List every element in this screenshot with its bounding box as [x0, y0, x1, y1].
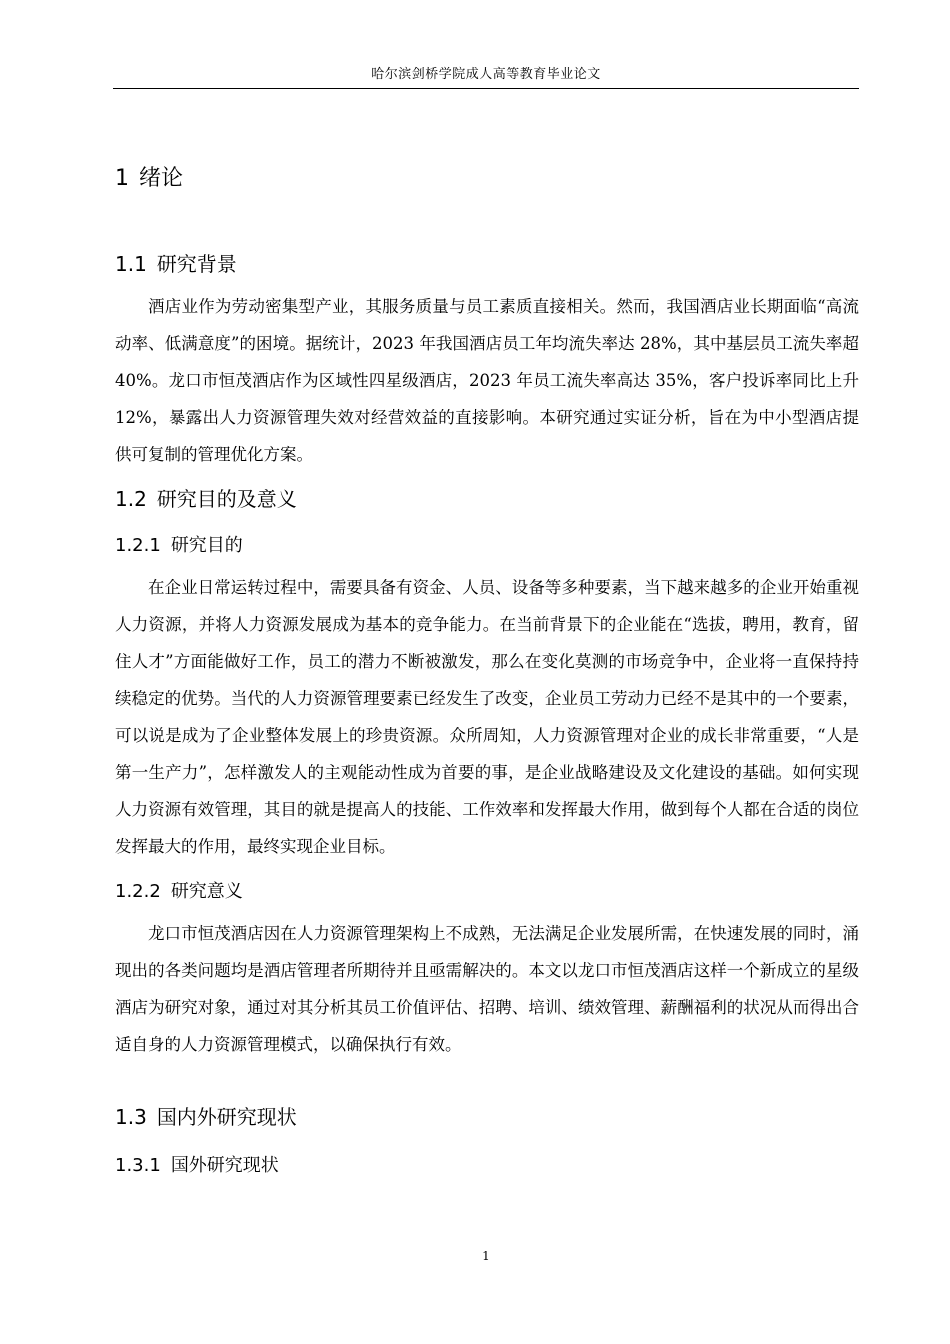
subsection-heading-1-2-1: [115, 533, 859, 559]
chapter-title: 绪论: [139, 166, 184, 191]
subsection-number: 1.2.1: [115, 535, 161, 556]
chapter-heading: [115, 164, 859, 194]
subsection-heading-1-3-1: [115, 1153, 859, 1179]
section-title: 研究背景: [156, 252, 237, 276]
section-title: 研究目的及意义: [156, 487, 297, 511]
header-divider: [113, 88, 859, 89]
subsection-title: 研究意义: [170, 881, 243, 902]
section-number: 1.1: [115, 252, 147, 276]
section-number: 1.2: [115, 487, 147, 511]
section-heading-1-3: [115, 1103, 859, 1131]
subsection-number: 1.2.2: [115, 881, 161, 902]
chapter-number: 1: [115, 166, 129, 191]
section-number: 1.3: [115, 1105, 147, 1129]
page-number: 1: [482, 1249, 490, 1263]
subsection-heading-1-2-2: [115, 879, 859, 905]
section-heading-1-2: [115, 485, 859, 513]
paragraph-research-significance: 龙口市恒茂酒店因在人力资源管理架构上不成熟，无法满足企业发展所需，在快速发展的同时，涌现出的各类问题均是酒店管理者所期待并且亟需解决的。本文以龙口市恒茂酒店这样一个新成立的星级酒店为研究对象，通过对其分析其员工价值评估、招聘、培训、绩效管理、薪酬福利的状况从而得出合适自身的人力资源管理模式，以确保执行有效。: [115, 924, 859, 1054]
document-body: [115, 150, 859, 1179]
paragraph-research-background: 酒店业作为劳动密集型产业，其服务质量与员工素质直接相关。然而，我国酒店业长期面临“高流动率、低满意度”的困境。据统计，2023 年我国酒店员工年均流失率达 28%，其中基层员工流失率超 40%。龙口市恒茂酒店作为区域性四星级酒店，2023 年员工流失率高达 35%，客户投诉率同比上升 12%，暴露出人力资源管理失效对经营效益的直接影响。本研究通过实证分析，旨在为中小型酒店提供可复制的管理优化方案。: [115, 297, 859, 464]
subsection-number: 1.3.1: [115, 1155, 161, 1176]
paragraph-research-purpose: 在企业日常运转过程中，需要具备有资金、人员、设备等多种要素，当下越来越多的企业开始重视人力资源，并将人力资源发展成为基本的竞争能力。在当前背景下的企业能在“选拔，聘用，教育，留住人才”方面能做好工作，员工的潜力不断被激发，那么在变化莫测的市场竞争中，企业将一直保持持续稳定的优势。当代的人力资源管理要素已经发生了改变，企业员工劳动力已经不是其中的一个要素，可以说是成为了企业整体发展上的珍贵资源。众所周知，人力资源管理对企业的成长非常重要，“人是第一生产力”，怎样激发人的主观能动性成为首要的事，是企业战略建设及文化建设的基础。如何实现人力资源有效管理，其目的就是提高人的技能、工作效率和发挥最大作用，做到每个人都在合适的岗位发挥最大的作用，最终实现企业目标。: [115, 578, 859, 856]
page-header: 哈尔滨剑桥学院成人高等教育毕业论文: [371, 67, 601, 82]
subsection-title: 研究目的: [170, 535, 243, 556]
subsection-title: 国外研究现状: [170, 1155, 279, 1176]
section-title: 国内外研究现状: [156, 1105, 297, 1129]
section-heading-1-1: [115, 250, 859, 278]
